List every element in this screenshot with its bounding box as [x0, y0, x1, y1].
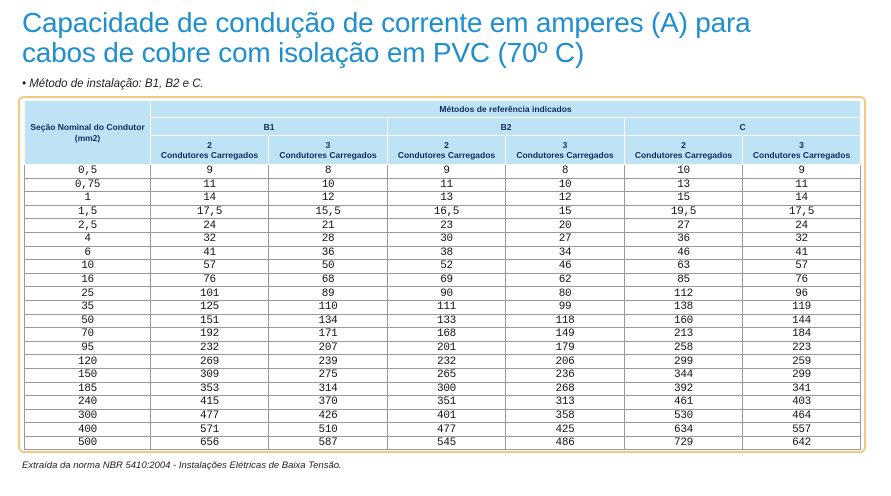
ampacity-cell: 57: [743, 260, 861, 274]
ampacity-cell: 110: [269, 300, 388, 314]
section-cell: 6: [25, 246, 151, 260]
ampacity-cell: 89: [269, 287, 388, 301]
ampacity-cell: 11: [151, 178, 269, 192]
ampacity-cell: 236: [506, 368, 625, 382]
ampacity-cell: 76: [151, 273, 269, 287]
ampacity-cell: 46: [625, 246, 743, 260]
ampacity-cell: 13: [625, 178, 743, 192]
ampacity-cell: 38: [388, 246, 506, 260]
section-cell: 240: [25, 396, 151, 410]
ampacity-cell: 68: [269, 273, 388, 287]
ampacity-cell: 134: [269, 314, 388, 328]
section-cell: 0,75: [25, 178, 151, 192]
ampacity-cell: 656: [151, 436, 269, 450]
ampacity-cell: 17,5: [151, 205, 269, 219]
ampacity-cell: 41: [151, 246, 269, 260]
conductor-count-header: [506, 136, 625, 165]
ampacity-cell: 8: [269, 165, 388, 179]
conductor-count-label: Condutores Carregados: [279, 150, 377, 160]
installation-method-note: • Método de instalação: B1, B2 e C.: [22, 78, 204, 90]
conductor-count-number: 2: [681, 140, 686, 150]
ampacity-cell: 341: [743, 382, 861, 396]
ampacity-cell: 160: [625, 314, 743, 328]
ampacity-cell: 21: [269, 219, 388, 233]
conductor-count-label: Condutores Carregados: [516, 150, 614, 160]
ampacity-cell: 232: [151, 341, 269, 355]
section-cell: 150: [25, 368, 151, 382]
ampacity-cell: 634: [625, 423, 743, 437]
ampacity-cell: 401: [388, 409, 506, 423]
ampacity-cell: 24: [151, 219, 269, 233]
ampacity-cell: 34: [506, 246, 625, 260]
ampacity-cell: 299: [743, 368, 861, 382]
table-row: [25, 232, 861, 246]
conductor-count-header: [625, 136, 743, 165]
ampacity-cell: 530: [625, 409, 743, 423]
ampacity-cell: 642: [743, 436, 861, 450]
ampacity-cell: 557: [743, 423, 861, 437]
ampacity-cell: 149: [506, 328, 625, 342]
ampacity-cell: 426: [269, 409, 388, 423]
ampacity-cell: 14: [743, 192, 861, 206]
ampacity-cell: 69: [388, 273, 506, 287]
ampacity-cell: 207: [269, 341, 388, 355]
table-row: [25, 423, 861, 437]
ampacity-cell: 15,5: [269, 205, 388, 219]
section-cell: 35: [25, 300, 151, 314]
ampacity-cell: 19,5: [625, 205, 743, 219]
conductor-count-header: [269, 136, 388, 165]
section-cell: 70: [25, 328, 151, 342]
ampacity-cell: 27: [625, 219, 743, 233]
ampacity-cell: 729: [625, 436, 743, 450]
ampacity-cell: 32: [743, 232, 861, 246]
ampacity-cell: 12: [506, 192, 625, 206]
conductor-count-label: Condutores Carregados: [634, 150, 733, 160]
table-row: [25, 314, 861, 328]
ampacity-cell: 36: [625, 232, 743, 246]
conductor-count-header: [151, 136, 269, 165]
section-cell: 120: [25, 355, 151, 369]
ampacity-cell: 477: [151, 409, 269, 423]
ampacity-cell: 151: [151, 314, 269, 328]
ampacity-cell: 223: [743, 341, 861, 355]
ampacity-cell: 112: [625, 287, 743, 301]
ampacity-cell: 370: [269, 396, 388, 410]
ampacity-cell: 23: [388, 219, 506, 233]
ampacity-cell: 10: [506, 178, 625, 192]
ampacity-cell: 299: [625, 355, 743, 369]
ampacity-cell: 269: [151, 355, 269, 369]
section-cell: 25: [25, 287, 151, 301]
section-cell: 400: [25, 423, 151, 437]
conductor-count-number: 2: [207, 140, 212, 150]
ampacity-cell: 344: [625, 368, 743, 382]
ampacity-cell: 15: [625, 192, 743, 206]
ampacity-table: [24, 100, 861, 450]
ampacity-cell: 101: [151, 287, 269, 301]
ampacity-cell: 510: [269, 423, 388, 437]
ampacity-cell: 206: [506, 355, 625, 369]
conductor-count-header: [743, 136, 861, 165]
ampacity-cell: 125: [151, 300, 269, 314]
section-cell: 4: [25, 232, 151, 246]
ampacity-cell: 392: [625, 382, 743, 396]
page-title: [22, 8, 882, 68]
ampacity-cell: 358: [506, 409, 625, 423]
method-header-c: C: [625, 118, 861, 136]
ampacity-cell: 545: [388, 436, 506, 450]
source-note: Extraída da norma NBR 5410:2004 - Instalações Elétricas de Baixa Tensão.: [22, 460, 342, 471]
ampacity-cell: 46: [506, 260, 625, 274]
ampacity-cell: 309: [151, 368, 269, 382]
table-row: [25, 300, 861, 314]
ampacity-cell: 138: [625, 300, 743, 314]
table-row: [25, 396, 861, 410]
ampacity-cell: 20: [506, 219, 625, 233]
ampacity-cell: 27: [506, 232, 625, 246]
ampacity-cell: 275: [269, 368, 388, 382]
table-frame: [18, 96, 866, 453]
table-row: [25, 436, 861, 450]
ampacity-cell: 258: [625, 341, 743, 355]
section-cell: 500: [25, 436, 151, 450]
ampacity-cell: 50: [269, 260, 388, 274]
ampacity-cell: 17,5: [743, 205, 861, 219]
ampacity-cell: 32: [151, 232, 269, 246]
table-row: [25, 178, 861, 192]
ampacity-cell: 314: [269, 382, 388, 396]
table-row: [25, 409, 861, 423]
ampacity-cell: 96: [743, 287, 861, 301]
ampacity-cell: 16,5: [388, 205, 506, 219]
ampacity-cell: 12: [269, 192, 388, 206]
ampacity-cell: 313: [506, 396, 625, 410]
ampacity-cell: 85: [625, 273, 743, 287]
ampacity-cell: 144: [743, 314, 861, 328]
ampacity-cell: 477: [388, 423, 506, 437]
table-row: [25, 192, 861, 206]
ampacity-cell: 57: [151, 260, 269, 274]
table-row: [25, 287, 861, 301]
table-row: [25, 260, 861, 274]
section-cell: 50: [25, 314, 151, 328]
ampacity-cell: 133: [388, 314, 506, 328]
ampacity-cell: 36: [269, 246, 388, 260]
ampacity-cell: 90: [388, 287, 506, 301]
ampacity-cell: 119: [743, 300, 861, 314]
method-header-b1: B1: [151, 118, 388, 136]
ampacity-cell: 11: [743, 178, 861, 192]
ampacity-cell: 8: [506, 165, 625, 179]
ampacity-cell: 15: [506, 205, 625, 219]
ampacity-cell: 403: [743, 396, 861, 410]
ampacity-cell: 111: [388, 300, 506, 314]
ampacity-cell: 28: [269, 232, 388, 246]
ampacity-cell: 10: [625, 165, 743, 179]
ampacity-cell: 10: [269, 178, 388, 192]
ampacity-cell: 265: [388, 368, 506, 382]
ampacity-cell: 76: [743, 273, 861, 287]
ampacity-cell: 192: [151, 328, 269, 342]
ampacity-cell: 168: [388, 328, 506, 342]
section-cell: 95: [25, 341, 151, 355]
conductor-count-label: Condutores Carregados: [397, 150, 496, 160]
ampacity-cell: 179: [506, 341, 625, 355]
table-row: [25, 355, 861, 369]
ampacity-cell: 14: [151, 192, 269, 206]
ampacity-cell: 587: [269, 436, 388, 450]
table-row: [25, 219, 861, 233]
ampacity-cell: 99: [506, 300, 625, 314]
section-cell: 185: [25, 382, 151, 396]
ampacity-cell: 259: [743, 355, 861, 369]
conductor-count-number: 3: [325, 140, 331, 150]
title-line-1: Capacidade de condução de corrente em amperes (A) para: [22, 7, 751, 38]
ampacity-cell: 52: [388, 260, 506, 274]
ampacity-cell: 30: [388, 232, 506, 246]
ampacity-cell: 213: [625, 328, 743, 342]
ampacity-cell: 461: [625, 396, 743, 410]
table-row: [25, 341, 861, 355]
ampacity-cell: 351: [388, 396, 506, 410]
table-row: [25, 246, 861, 260]
ampacity-cell: 24: [743, 219, 861, 233]
ampacity-cell: 184: [743, 328, 861, 342]
conductor-count-header: [388, 136, 506, 165]
ampacity-cell: 63: [625, 260, 743, 274]
ampacity-cell: 268: [506, 382, 625, 396]
ampacity-cell: 41: [743, 246, 861, 260]
section-cell: 0,5: [25, 165, 151, 179]
table-row: [25, 328, 861, 342]
section-cell: 2,5: [25, 219, 151, 233]
section-column-header: Seção Nominal do Condutor (mm2): [25, 101, 151, 165]
ampacity-cell: 353: [151, 382, 269, 396]
table-row: [25, 382, 861, 396]
ampacity-cell: 9: [388, 165, 506, 179]
method-header-b2: B2: [388, 118, 625, 136]
ampacity-cell: 62: [506, 273, 625, 287]
section-cell: 1: [25, 192, 151, 206]
ampacity-cell: 486: [506, 436, 625, 450]
methods-group-header: Métodos de referência indicados: [151, 101, 861, 118]
ampacity-cell: 201: [388, 341, 506, 355]
table-row: [25, 368, 861, 382]
table-row: [25, 273, 861, 287]
ampacity-cell: 571: [151, 423, 269, 437]
ampacity-cell: 118: [506, 314, 625, 328]
ampacity-cell: 232: [388, 355, 506, 369]
ampacity-cell: 9: [151, 165, 269, 179]
conductor-count-label: Condutores Carregados: [752, 150, 851, 160]
conductor-count-number: 3: [799, 140, 804, 150]
ampacity-cell: 464: [743, 409, 861, 423]
ampacity-cell: 425: [506, 423, 625, 437]
ampacity-cell: 11: [388, 178, 506, 192]
section-cell: 16: [25, 273, 151, 287]
title-line-2: cabos de cobre com isolação em PVC (70º C): [22, 37, 585, 68]
conductor-count-number: 2: [444, 140, 449, 150]
section-cell: 300: [25, 409, 151, 423]
section-cell: 1,5: [25, 205, 151, 219]
conductor-count-label: Condutores Carregados: [160, 150, 259, 160]
ampacity-cell: 9: [743, 165, 861, 179]
ampacity-cell: 171: [269, 328, 388, 342]
section-cell: 10: [25, 260, 151, 274]
conductor-count-number: 3: [562, 140, 568, 150]
ampacity-cell: 13: [388, 192, 506, 206]
table-row: [25, 205, 861, 219]
ampacity-cell: 239: [269, 355, 388, 369]
ampacity-cell: 415: [151, 396, 269, 410]
table-row: [25, 165, 861, 179]
ampacity-cell: 80: [506, 287, 625, 301]
ampacity-cell: 300: [388, 382, 506, 396]
